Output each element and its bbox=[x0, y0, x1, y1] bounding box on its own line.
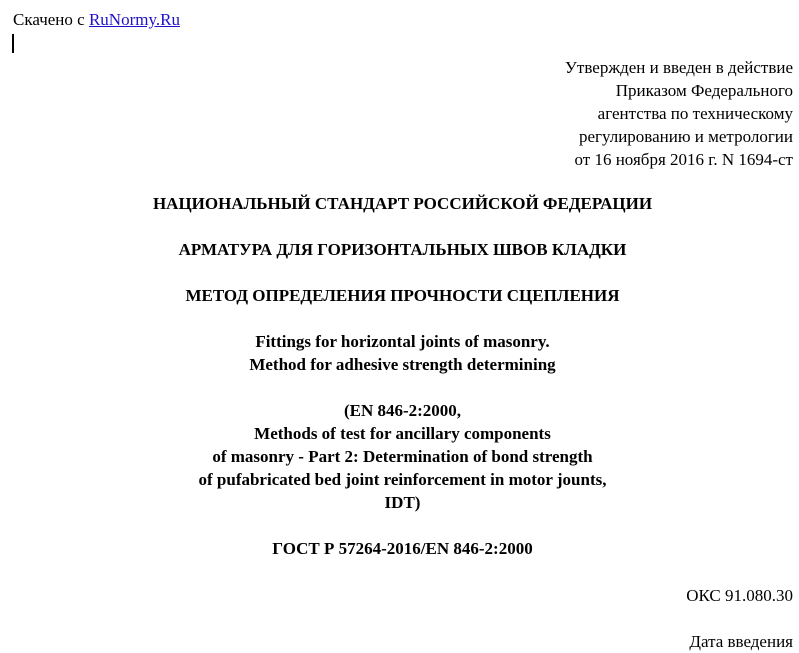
source-prefix: Скачено с bbox=[13, 10, 89, 29]
approval-line: регулированию и метрологии bbox=[578, 127, 793, 146]
text-cursor bbox=[12, 34, 14, 53]
oks-code: ОКС 91.080.30 bbox=[686, 586, 793, 605]
approval-line: Приказом Федерального bbox=[615, 81, 793, 100]
runormy-link[interactable]: RuNormy.Ru bbox=[88, 10, 180, 29]
en-standard-line: Methods of test for ancillary components bbox=[254, 424, 551, 443]
en-standard-line: IDT) bbox=[384, 493, 421, 512]
subject-title: АРМАТУРА ДЛЯ ГОРИЗОНТАЛЬНЫХ ШВОВ КЛАДКИ bbox=[178, 240, 627, 259]
en-standard-reference bbox=[0, 399, 799, 514]
english-title-line: Method for adhesive strength determining bbox=[249, 355, 556, 374]
approval-line: Утвержден и введен в действие bbox=[564, 58, 793, 77]
english-title-line: Fittings for horizontal joints of masonry. bbox=[255, 332, 550, 351]
approval-block bbox=[463, 56, 793, 171]
en-standard-line: of masonry - Part 2: Determination of bond strength bbox=[212, 447, 593, 466]
english-title bbox=[0, 330, 799, 376]
method-title: МЕТОД ОПРЕДЕЛЕНИЯ ПРОЧНОСТИ СЦЕПЛЕНИЯ bbox=[185, 286, 620, 305]
en-standard-line: (EN 846-2:2000, bbox=[343, 401, 462, 420]
source-line bbox=[13, 10, 180, 30]
approval-line: агентства по техническому bbox=[597, 104, 793, 123]
gost-designation: ГОСТ Р 57264-2016/EN 846-2:2000 bbox=[272, 539, 533, 558]
intro-date-label: Дата введения bbox=[689, 632, 793, 651]
national-standard-title: НАЦИОНАЛЬНЫЙ СТАНДАРТ РОССИЙСКОЙ ФЕДЕРАЦИИ bbox=[152, 194, 653, 213]
en-standard-line: of pufabricated bed joint reinforcement in motor jounts, bbox=[198, 470, 607, 489]
approval-line: от 16 ноября 2016 г. N 1694-ст bbox=[574, 150, 793, 169]
